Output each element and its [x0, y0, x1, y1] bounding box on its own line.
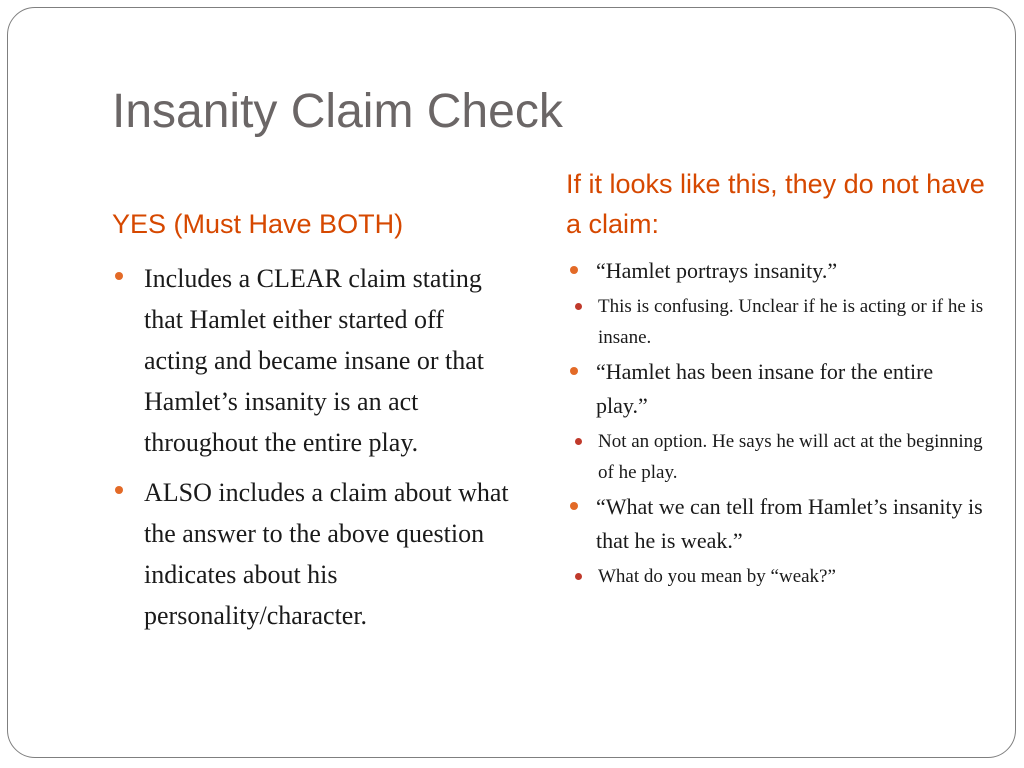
- right-bullet-text: “Hamlet portrays insanity.”: [596, 258, 838, 283]
- sub-bullet-group: [566, 426, 986, 488]
- right-bullet-text: “What we can tell from Hamlet’s insanity is that he is weak.”: [596, 494, 983, 553]
- sub-bullet-text: What do you mean by “weak?”: [598, 566, 836, 587]
- right-bullet-item: [566, 355, 986, 423]
- sub-bullet-dot-icon: [575, 303, 582, 310]
- bullet-dot-icon: [570, 367, 578, 375]
- sub-bullet-item: [566, 291, 986, 353]
- left-bullet-text: ALSO includes a claim about what the answer to the above question indicates about his personality/character.: [144, 478, 509, 630]
- left-bullet-list: [112, 258, 512, 645]
- sub-bullet-text: This is confusing. Unclear if he is acting or if he is insane.: [598, 296, 984, 348]
- bullet-dot-icon: [115, 272, 123, 280]
- slide-title: Insanity Claim Check: [112, 85, 563, 138]
- sub-bullet-dot-icon: [575, 438, 582, 445]
- left-column-heading: YES (Must Have BOTH): [112, 209, 404, 239]
- right-bullet-text: “Hamlet has been insane for the entire play.”: [596, 359, 934, 418]
- right-column-heading: If it looks like this, they do not have a claim:: [566, 169, 985, 239]
- bullet-dot-icon: [570, 502, 578, 510]
- right-bullet-list: [566, 254, 986, 594]
- bullet-dot-icon: [570, 266, 578, 274]
- left-bullet-item: [112, 258, 512, 463]
- left-bullet-text: Includes a CLEAR claim stating that Hamlet either started off acting and became insane or that Hamlet’s insanity is an act throughout the entire play.: [144, 264, 485, 457]
- left-bullet-item: [112, 472, 512, 636]
- sub-bullet-group: [566, 291, 986, 353]
- right-bullet-item: [566, 254, 986, 288]
- sub-bullet-group: [566, 561, 986, 592]
- sub-bullet-item: [566, 561, 986, 592]
- sub-bullet-text: Not an option. He says he will act at the beginning of he play.: [598, 431, 983, 483]
- right-bullet-item: [566, 490, 986, 558]
- bullet-dot-icon: [115, 486, 123, 494]
- sub-bullet-item: [566, 426, 986, 488]
- sub-bullet-dot-icon: [575, 573, 582, 580]
